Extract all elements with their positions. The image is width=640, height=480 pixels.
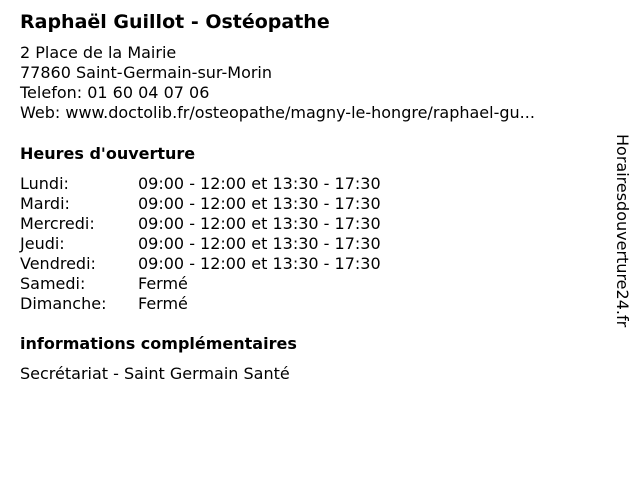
hours-row-saturday [20,274,440,294]
time-value: Fermé [138,294,188,313]
time-value: Fermé [138,274,188,293]
phone-number: Telefon: 01 60 04 07 06 [20,83,210,102]
day-label: Samedi: [20,274,86,293]
hours-row-tuesday [20,194,440,214]
additional-info-text: Secrétariat - Saint Germain Santé [20,364,290,383]
address-street: 2 Place de la Mairie [20,43,177,62]
day-label: Lundi: [20,174,69,193]
contact-block [20,43,535,123]
day-label: Vendredi: [20,254,96,273]
website-link[interactable]: Web: www.doctolib.fr/osteopathe/magny-le-hongre/raphael-gu... [20,103,535,122]
hours-row-monday [20,174,440,194]
day-label: Mercredi: [20,214,95,233]
time-value: 09:00 - 12:00 et 13:30 - 17:30 [138,194,381,213]
time-value: 09:00 - 12:00 et 13:30 - 17:30 [138,214,381,233]
hours-row-sunday [20,294,440,314]
day-label: Dimanche: [20,294,107,313]
site-watermark: Horairesdouverture24.fr [613,134,632,328]
day-label: Jeudi: [20,234,65,253]
hours-row-thursday [20,234,440,254]
day-label: Mardi: [20,194,70,213]
hours-row-wednesday [20,214,440,234]
address-city: 77860 Saint-Germain-sur-Morin [20,63,273,82]
opening-hours-table [20,174,440,314]
additional-info-heading: informations complémentaires [20,334,297,353]
time-value: 09:00 - 12:00 et 13:30 - 17:30 [138,254,381,273]
time-value: 09:00 - 12:00 et 13:30 - 17:30 [138,234,381,253]
time-value: 09:00 - 12:00 et 13:30 - 17:30 [138,174,381,193]
hours-row-friday [20,254,440,274]
business-title: Raphaël Guillot - Ostéopathe [20,11,330,33]
hours-heading: Heures d'ouverture [20,144,196,163]
